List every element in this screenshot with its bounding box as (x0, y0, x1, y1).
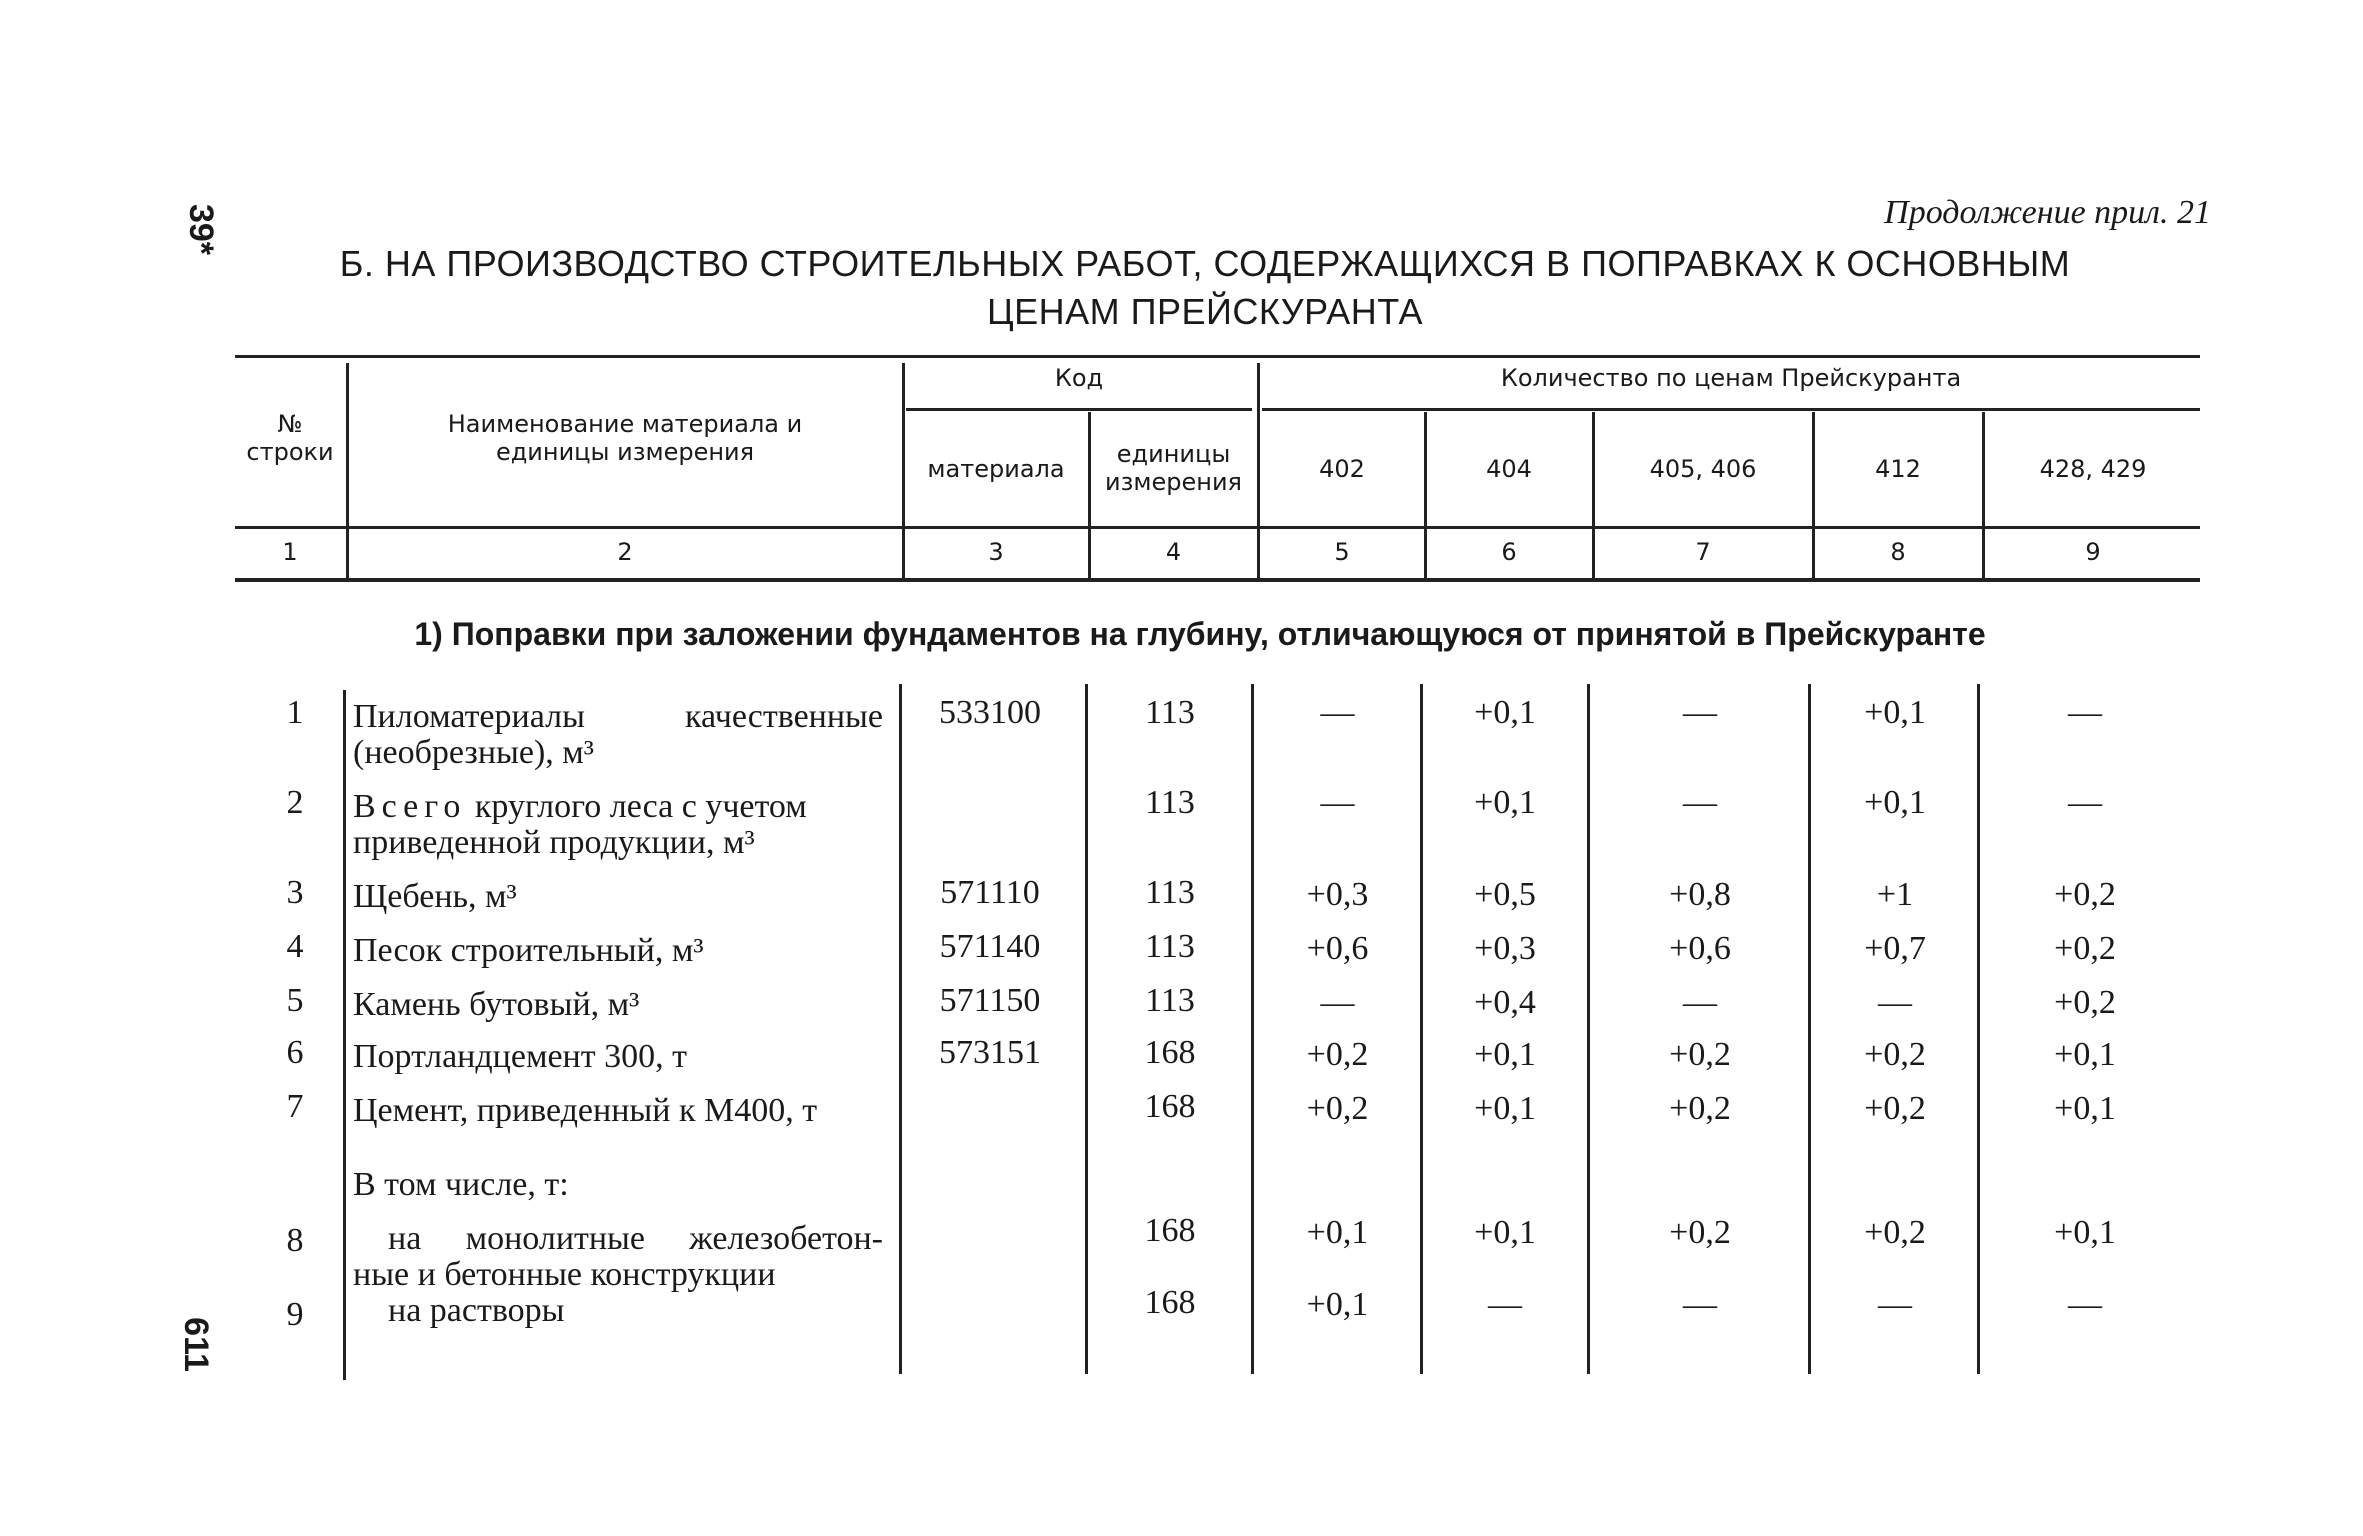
vrule-5 (1424, 412, 1427, 578)
header-price-405-406: 405, 406 (1649, 455, 1757, 483)
row-q-405-406: +0,8 (1669, 876, 1731, 913)
rule-header-bottom (235, 578, 2200, 582)
rule-colnum-top (235, 526, 2200, 529)
row-q-412: +0,2 (1864, 1214, 1926, 1251)
row-unit-code: 168 (1144, 1212, 1196, 1249)
row-unit-code: 113 (1145, 982, 1195, 1019)
row-q-405-406: +0,2 (1669, 1090, 1731, 1127)
row-name: на растворы (388, 1292, 565, 1329)
row-q-404: +0,1 (1474, 1036, 1536, 1073)
row-unit-code: 168 (1144, 1284, 1196, 1321)
body-vrule-3 (1085, 684, 1088, 1374)
row-name-line-2: приведенной продукции, м³ (353, 824, 755, 861)
row-number: 2 (286, 784, 304, 821)
row-q-404: +0,1 (1474, 784, 1536, 821)
row-q-402: +0,6 (1306, 930, 1369, 967)
row-material-code: 571110 (940, 874, 1040, 911)
vrule-3 (1088, 412, 1091, 578)
row-q-412: +0,7 (1864, 930, 1926, 967)
header-name: Наименование материала и единицы измерения (447, 410, 803, 466)
vrule-1 (346, 363, 349, 578)
row-q-412: +0,1 (1864, 784, 1926, 821)
row-material-code: 533100 (939, 694, 1041, 731)
page-title (230, 240, 2180, 336)
vrule-4 (1257, 363, 1260, 578)
row-q-405-406: — (1683, 784, 1717, 821)
row-q-412: +1 (1876, 876, 1914, 913)
row-material-code: 573151 (939, 1034, 1041, 1071)
row-name: Цемент, приведенный к М400, т (353, 1092, 818, 1129)
row-q-412: +0,2 (1864, 1036, 1926, 1073)
body-vrule-2 (899, 684, 902, 1374)
row-subheading: В том числе, т: (353, 1166, 569, 1203)
row-q-404: +0,5 (1474, 876, 1536, 913)
row-name-line-1 (353, 788, 883, 826)
colnum-2: 2 (617, 538, 633, 566)
header-price-404: 404 (1486, 455, 1532, 483)
row-q-405-406: +0,6 (1669, 930, 1731, 967)
row-number: 4 (286, 928, 304, 965)
row-q-428-429: +0,2 (2054, 876, 2116, 913)
row-unit-code: 113 (1145, 784, 1195, 821)
vrule-6 (1592, 412, 1595, 578)
row-q-428-429: — (2068, 1286, 2102, 1323)
row-material-code: 571150 (939, 982, 1041, 1019)
header-row-no: № строки (246, 410, 334, 466)
row-number: 6 (286, 1034, 304, 1071)
row-unit-code: 113 (1145, 694, 1195, 731)
row-name: Щебень, м³ (353, 878, 517, 915)
row-number: 3 (286, 874, 304, 911)
row-name-line-2: (необрезные), м³ (353, 734, 595, 771)
row-q-405-406: +0,2 (1669, 1036, 1731, 1073)
header-price-428-429: 428, 429 (2039, 455, 2147, 483)
colnum-9: 9 (2085, 538, 2101, 566)
row-name-line-2: ные и бетонные конструкции (353, 1256, 776, 1293)
header-code: Код (1054, 364, 1104, 392)
sheet-number: 39* (182, 203, 221, 256)
row-q-412: — (1878, 1286, 1912, 1323)
vrule-7 (1812, 412, 1815, 578)
row-number: 8 (286, 1222, 304, 1259)
row-q-402: +0,2 (1306, 1036, 1369, 1073)
vrule-8 (1982, 412, 1985, 578)
row-name-line-1: на монолитные железобетон- (388, 1220, 883, 1257)
header-code-unit: единицы измерения (1105, 440, 1242, 496)
row-number: 1 (286, 694, 304, 731)
row-name-line-1: Пиломатериалы качественные (353, 698, 883, 735)
row-q-404: +0,4 (1474, 984, 1536, 1021)
section-title: 1) Поправки при заложении фундаментов на глубину, отличающуюся от принятой в Прейскуранте (414, 616, 1986, 652)
row-q-404: +0,1 (1474, 1214, 1536, 1251)
header-code-material: материала (927, 455, 1065, 483)
row-name: Портландцемент 300, т (353, 1038, 687, 1075)
row-q-404: — (1488, 1286, 1522, 1323)
row-q-428-429: — (2068, 694, 2102, 731)
row-q-412: — (1878, 984, 1912, 1021)
row-unit-code: 168 (1144, 1088, 1196, 1125)
title-line-1: Б. НА ПРОИЗВОДСТВО СТРОИТЕЛЬНЫХ РАБОТ, СОДЕРЖАЩИХСЯ В ПОПРАВКАХ К ОСНОВНЫМ (339, 243, 2071, 284)
row-material-code: 571140 (939, 928, 1041, 965)
row-q-402: +0,1 (1306, 1214, 1369, 1251)
body-vrule-4 (1251, 684, 1254, 1374)
row-q-402: +0,2 (1306, 1090, 1369, 1127)
header-price-402: 402 (1319, 455, 1365, 483)
colnum-1: 1 (282, 538, 298, 566)
rule-code (906, 408, 1252, 411)
continuation-note: Продолжение прил. 21 (1884, 194, 2211, 231)
row-q-428-429: +0,2 (2054, 984, 2116, 1021)
row-number: 5 (286, 982, 304, 1019)
colnum-6: 6 (1501, 538, 1517, 566)
row-q-404: +0,1 (1474, 694, 1536, 731)
colnum-4: 4 (1165, 538, 1182, 566)
row-q-428-429: +0,2 (2054, 930, 2116, 967)
row-q-405-406: — (1683, 1286, 1717, 1323)
body-vrule-1 (343, 690, 346, 1380)
row-number: 7 (286, 1088, 304, 1125)
rule-quantity (1262, 408, 2200, 411)
row-q-405-406: +0,2 (1669, 1214, 1731, 1251)
row-q-412: +0,2 (1864, 1090, 1926, 1127)
row-q-402: +0,1 (1306, 1286, 1369, 1323)
row-q-428-429: +0,1 (2054, 1214, 2116, 1251)
colnum-7: 7 (1695, 538, 1711, 566)
row-q-402: +0,3 (1306, 876, 1369, 913)
row-q-428-429: — (2068, 784, 2102, 821)
colnum-8: 8 (1890, 538, 1906, 566)
row-q-428-429: +0,1 (2054, 1036, 2116, 1073)
page-number: 611 (176, 1317, 215, 1372)
rule-top (235, 355, 2200, 358)
row-q-405-406: — (1683, 694, 1717, 731)
row-name: Камень бутовый, м³ (353, 986, 640, 1023)
row-q-404: +0,3 (1474, 930, 1536, 967)
row-q-428-429: +0,1 (2054, 1090, 2116, 1127)
row-unit-code: 113 (1145, 928, 1195, 965)
row-unit-code: 168 (1144, 1034, 1196, 1071)
row-q-412: +0,1 (1864, 694, 1926, 731)
row-name-spaced-word: Всего (353, 788, 467, 825)
row-q-402: — (1320, 784, 1355, 821)
header-quantity: Количество по ценам Прейскуранта (1500, 364, 1962, 392)
row-q-405-406: — (1683, 984, 1717, 1021)
title-line-2: ЦЕНАМ ПРЕЙСКУРАНТА (986, 291, 1424, 332)
row-q-402: — (1320, 984, 1355, 1021)
row-name: Песок строительный, м³ (353, 932, 704, 969)
row-number: 9 (286, 1296, 304, 1333)
colnum-3: 3 (988, 538, 1004, 566)
row-name-rest: круглого леса с учетом (466, 788, 807, 825)
row-q-404: +0,1 (1474, 1090, 1536, 1127)
header-price-412: 412 (1875, 455, 1921, 483)
vrule-2 (902, 363, 905, 578)
row-q-402: — (1320, 694, 1355, 731)
row-unit-code: 113 (1145, 874, 1195, 911)
colnum-5: 5 (1334, 538, 1350, 566)
